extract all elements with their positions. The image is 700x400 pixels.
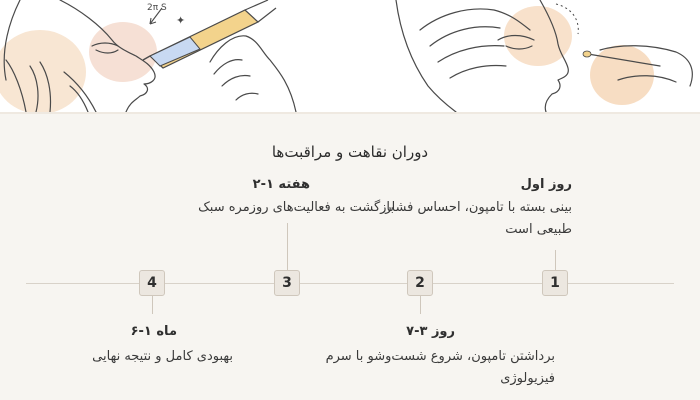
connector-3 [287,223,288,270]
phase-1-description: بینی بسته با تامپون، احساس فشار طبیعی است [385,200,572,237]
timeline-marker-3: 3 [274,270,300,296]
connector-4 [152,296,153,314]
cheek-wash-right [590,45,654,105]
procedure-illustration-svg [0,0,700,112]
phase-3-description: بازگشت به فعالیت‌های روزمره سبک [198,200,394,215]
phase-4-description: بهبودی کامل و نتیجه نهایی [92,349,233,364]
timeline-marker-4: 4 [139,270,165,296]
timeline-marker-2: 2 [407,270,433,296]
procedure-illustration [0,0,700,112]
phase-2-heading: روز ۳-۷ [406,324,455,339]
timeline-axis [26,283,674,284]
phase-4-heading: ماه ۱-۶ [130,324,177,339]
timeline-title: دوران نقاهت و مراقبت‌ها [271,143,429,161]
phase-2-description: برداشتن تامپون، شروع شست‌وشو با سرم فیزیولوژی [325,349,555,386]
connector-1 [555,250,556,270]
connector-2 [420,296,421,314]
hand-icon [210,36,296,112]
section-divider [0,112,700,114]
phase-1-heading: روز اول [520,177,572,192]
phase-3-heading: هفته ۱-۲ [252,177,310,192]
formula-label: 2π S [147,3,167,13]
applicator-tip [583,51,591,57]
sparkle-icon: ✦ [176,14,186,27]
timeline-marker-1: 1 [542,270,568,296]
